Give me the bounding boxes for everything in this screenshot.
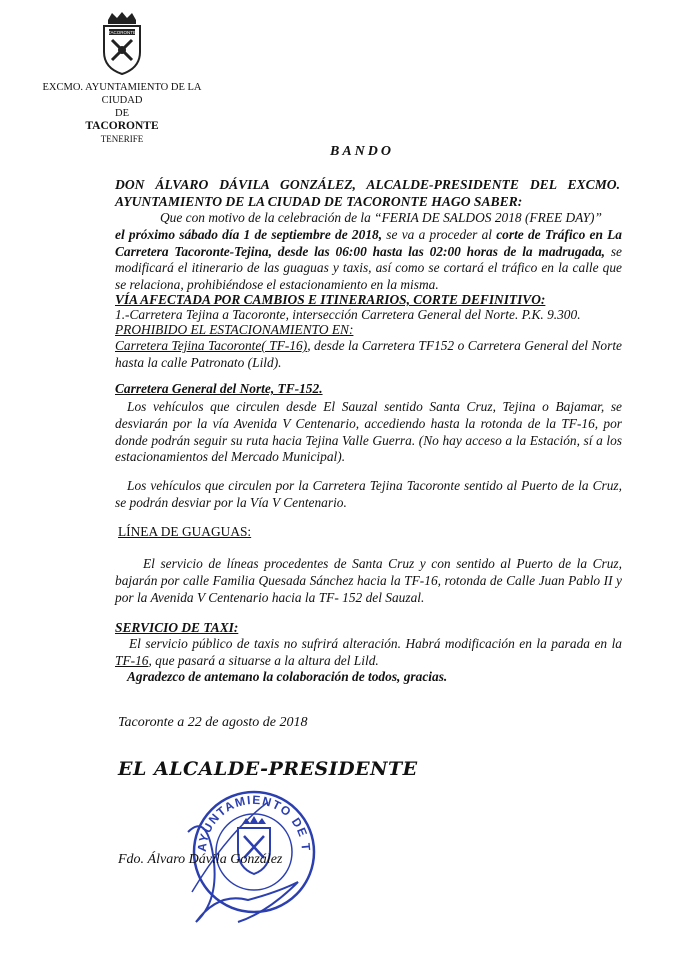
thanks-line: Agradezco de antemano la colaboración de todos, gracias. bbox=[127, 669, 448, 684]
general-title: Carretera General del Norte, TF-152. bbox=[115, 381, 323, 396]
prohibido-title: PROHIBIDO EL ESTACIONAMIENTO EN: bbox=[115, 322, 354, 337]
general-paragraph-1: Los vehículos que circulen desde El Sauzal sentido Santa Cruz, Tejina o Bajamar, se desviarán por la vía Avenida V Centenario, accediendo hasta la rotonda de la TF-16, por donde podrán seguir su ruta hacia Tejina Valle Guerra. (No hay acceso a la Estación, sí a los estacionamientos del Mercado Municipal). bbox=[115, 399, 622, 465]
header-line-2: DE bbox=[115, 108, 129, 119]
svg-text:TACORONTE: TACORONTE bbox=[108, 30, 136, 35]
crest-logo bbox=[98, 10, 146, 76]
via-title: VÍA AFECTADA POR CAMBIOS E ITINERARIOS, CORTE DEFINITIVO: bbox=[115, 292, 546, 307]
svg-text:AYUNTAMIENTO DE TACORONTE: AYUNTAMIENTO DE T bbox=[194, 792, 314, 853]
guaguas-paragraph: El servicio de líneas procedentes de Santa Cruz y con sentido al Puerto de la Cruz, bajarán por calle Familia Quesada Sánchez hacia la TF-16, rotonda de Calle Juan Pablo II y por la Avenida V Centenario hacia la TF- 152 del Sauzal. bbox=[115, 556, 622, 605]
taxi-text-a: El servicio público de taxis no sufrirá alteración. Habrá modificación en la parada en la bbox=[129, 636, 622, 651]
prohibido-road: Carretera Tejina Tacoronte( TF-16) bbox=[115, 338, 308, 353]
guaguas-title: LÍNEA DE GUAGUAS: bbox=[118, 524, 252, 539]
header-line-1: EXCMO. AYUNTAMIENTO DE LA CIUDAD bbox=[42, 82, 202, 106]
prohibido-paragraph bbox=[115, 338, 622, 372]
document-title: BANDO bbox=[330, 144, 395, 159]
mayor-heading: DON ÁLVARO DÁVILA GONZÁLEZ, ALCALDE-PRESIDENTE DEL EXCMO. AYUNTAMIENTO DE LA CIUDAD DE TACORONTE HAGO SABER: bbox=[115, 177, 620, 209]
intro-date: el próximo sábado día 1 de septiembre de 2018, bbox=[115, 226, 383, 242]
taxi-paragraph bbox=[115, 636, 622, 670]
intro-paragraph bbox=[115, 210, 622, 294]
header-line-3: TACORONTE bbox=[85, 120, 159, 132]
taxi-title: SERVICIO DE TAXI: bbox=[115, 620, 239, 635]
intro-line-1: Que con motivo de la celebración de la “FERIA DE SALDOS 2018 (FREE DAY)” bbox=[160, 210, 602, 225]
signer-title: EL ALCALDE-PRESIDENTE bbox=[118, 758, 418, 780]
prohibido-text: , desde la Carretera TF152 o Carretera General del Norte hasta la calle Patronato (Lild). bbox=[115, 338, 622, 370]
institution-header bbox=[22, 81, 222, 146]
taxi-text-b: , que pasará a situarse a la altura del Lild. bbox=[148, 652, 379, 668]
intro-text: se va a proceder al bbox=[382, 226, 497, 242]
via-item: 1.-Carretera Tejina a Tacoronte, intersección Carretera General del Norte. P.K. 9.300. bbox=[115, 307, 581, 322]
intro-text-end: se modificará el itinerario de las guaguas y taxis, así como se cortará el tráfico en la calle que se relaciona, prohibiéndose el estacionamiento en la misma. bbox=[115, 243, 622, 293]
header-line-4: TENERIFE bbox=[100, 134, 144, 144]
taxi-road: TF-16 bbox=[115, 652, 149, 668]
general-paragraph-2: Los vehículos que circulen por la Carretera Tejina Tacoronte sentido al Puerto de la Cruz, se podrán desviar por la Vía V Centenario. bbox=[115, 478, 622, 510]
signer-name: Fdo. Álvaro Dávila González bbox=[118, 852, 283, 867]
intro-road-cut: corte de Tráfico en La Carretera Tacoronte-Tejina, desde las 06:00 hasta las 02:00 horas de la madrugada, bbox=[115, 226, 622, 259]
closing-date: Tacoronte a 22 de agosto de 2018 bbox=[118, 715, 308, 730]
